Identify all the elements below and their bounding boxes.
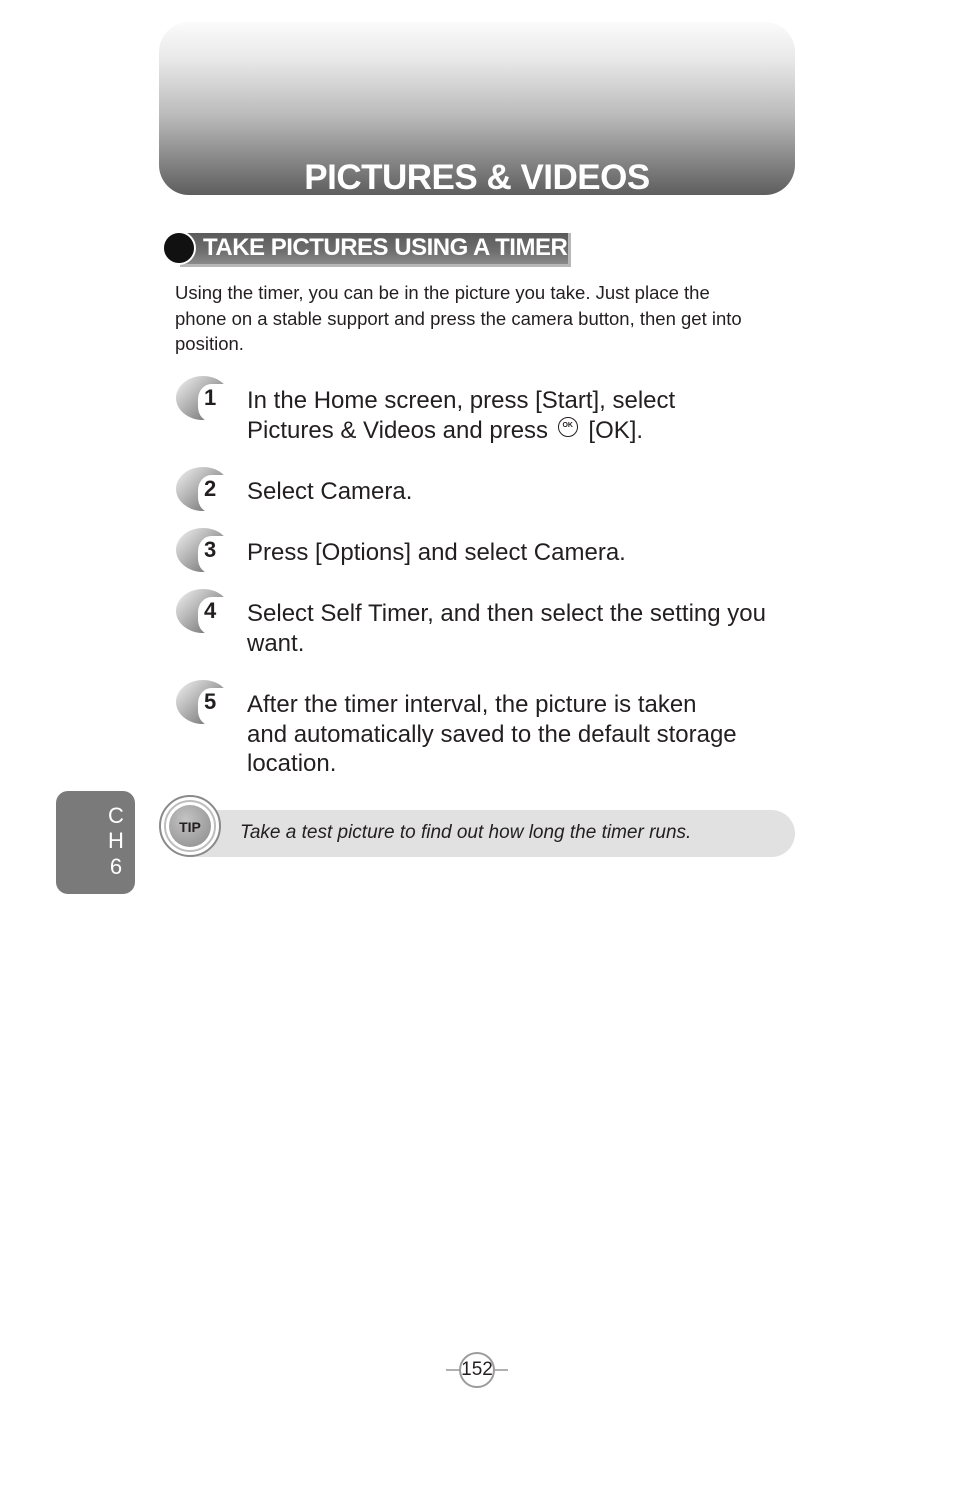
step-line: [OK]. <box>588 416 644 444</box>
section-heading <box>162 231 572 268</box>
step-line: After the timer interval, the picture is taken <box>247 691 697 718</box>
step-text <box>247 477 807 507</box>
intro-line: Using the timer, you can be in the picture you take. Just place the <box>175 282 710 303</box>
step-number: 1 <box>204 385 217 410</box>
step-number: 3 <box>204 537 217 562</box>
step-text <box>247 599 807 658</box>
chapter-tab-number: 6 <box>109 854 123 879</box>
step-badge-icon <box>176 376 232 422</box>
chapter-tab-letter: C <box>108 803 124 828</box>
step-badge-icon <box>176 528 232 574</box>
step-line: and automatically saved to the default storage <box>247 720 737 748</box>
step-badge-icon <box>176 680 232 726</box>
step-number: 2 <box>204 476 217 501</box>
page-title: PICTURES & VIDEOS <box>304 158 650 197</box>
tip-icon <box>159 795 221 857</box>
step-line: In the Home screen, press [Start], select <box>247 387 676 414</box>
intro-paragraph <box>175 280 795 357</box>
step-badge-icon <box>176 467 232 513</box>
step-number: 5 <box>204 689 217 714</box>
step-line: Pictures & Videos and press <box>247 416 549 444</box>
intro-line: position. <box>175 333 244 354</box>
ok-button-icon <box>558 417 578 437</box>
step-line: location. <box>247 750 337 777</box>
page-number-badge <box>446 1352 508 1390</box>
header-banner <box>159 22 795 195</box>
intro-line: phone on a stable support and press the camera button, then get into <box>175 307 742 329</box>
tip-box <box>190 810 795 857</box>
step-text <box>247 538 807 568</box>
tip-label: TIP <box>179 819 201 835</box>
chapter-tab <box>56 791 135 894</box>
step-line: Select Self Timer, and then select the setting you <box>247 600 766 627</box>
bullet-dot-icon <box>162 231 196 265</box>
step-number: 4 <box>204 598 217 623</box>
step-text <box>247 690 807 779</box>
step-line: Press [Options] and select Camera. <box>247 539 626 566</box>
step-line: want. <box>247 629 305 657</box>
chapter-tab-letter: H <box>108 828 124 853</box>
section-title: TAKE PICTURES USING A TIMER <box>203 234 568 261</box>
tip-text: Take a test picture to find out how long the timer runs. <box>240 822 692 843</box>
page-number: 152 <box>459 1352 495 1388</box>
step-line: Select Camera. <box>247 478 413 505</box>
step-text <box>247 386 807 445</box>
step-badge-icon <box>176 589 232 635</box>
